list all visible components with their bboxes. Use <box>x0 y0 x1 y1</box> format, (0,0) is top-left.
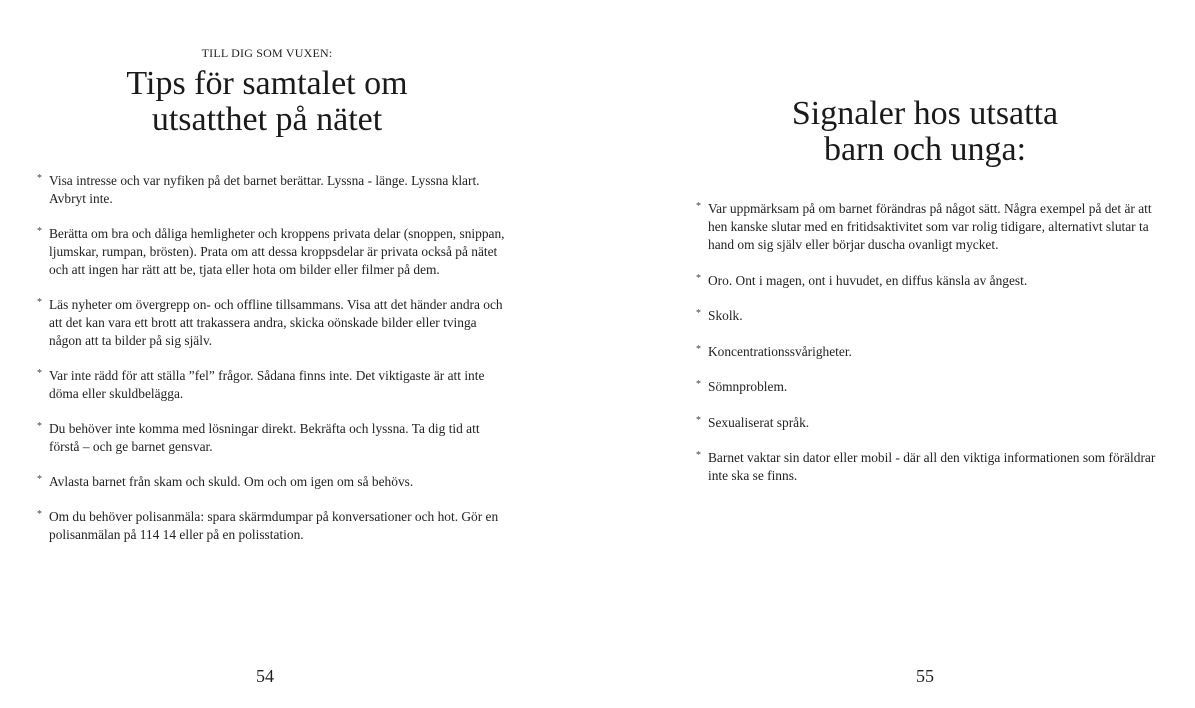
left-page-title <box>0 66 534 138</box>
bullet-star: * <box>696 343 701 355</box>
signal-text: Sexualiserat språk. <box>708 414 810 430</box>
signal-text: Skolk. <box>708 308 743 323</box>
signal-item <box>696 200 1156 254</box>
tip-item <box>37 296 507 350</box>
section-kicker: TILL DIG SOM VUXEN: <box>201 46 333 60</box>
signal-item <box>696 343 1156 361</box>
bullet-star: * <box>37 368 42 379</box>
signal-text: Var uppmärksam på om barnet förändras på något sätt. Några exempel på det är att hen kanske slutar med en fritidsaktivitet som var rolig tidigare, alternativt slutar ta hand om sig själv eller börjar duscha ovanligt mycket. <box>708 201 1152 252</box>
tip-text: Du behöver inte komma med lösningar direkt. Bekräfta och lyssna. Ta dig tid att förstå – och ge barnet gensvar. <box>49 421 480 454</box>
page-number: 55 <box>916 666 934 686</box>
tip-item <box>37 367 507 403</box>
right-page <box>597 0 1195 708</box>
bullet-star: * <box>37 226 42 237</box>
bullet-star: * <box>37 474 42 485</box>
bullet-star: * <box>696 201 701 212</box>
tip-item <box>37 508 507 544</box>
tip-text: Berätta om bra och dåliga hemligheter och kroppens privata delar (snoppen, snippan, ljumskar, rumpan, brösten). Prata om att dessa kroppsdelar är privata också på nätet och att ingen har rätt att be, tjata eller hota om bilder eller filmer på dem. <box>49 226 505 277</box>
tip-item <box>37 225 507 279</box>
signal-text: Sömnproblem. <box>708 379 788 394</box>
tip-item <box>37 172 507 208</box>
bullet-star: * <box>37 297 42 308</box>
bullet-star: * <box>696 272 701 284</box>
tips-list <box>37 172 507 561</box>
left-title-line: Tips för samtalet om <box>126 65 408 102</box>
signal-text: Barnet vaktar sin dator eller mobil - där all den viktiga informationen som föräldrar inte ska se finns. <box>708 450 1156 483</box>
signal-text: Oro. Ont i magen, ont i huvudet, en diffus känsla av ångest. <box>708 272 1028 288</box>
signal-item <box>696 414 1156 432</box>
bullet-star: * <box>696 308 701 319</box>
bullet-star: * <box>37 173 42 184</box>
left-title-line: utsatthet på nätet <box>151 101 383 138</box>
tip-text: Om du behöver polisanmäla: spara skärmdumpar på konversationer och hot. Gör en polisanmälan på 114 14 eller på en polisstation. <box>49 509 499 542</box>
right-page-title <box>597 96 1195 168</box>
left-page <box>0 0 597 708</box>
signal-item <box>696 307 1156 325</box>
bullet-star: * <box>696 450 701 461</box>
signal-item <box>696 272 1156 290</box>
tip-text: Avlasta barnet från skam och skuld. Om och om igen om så behövs. <box>49 474 414 489</box>
right-title-line: barn och unga: <box>823 131 1027 168</box>
signal-text: Koncentrationssvårigheter. <box>708 343 852 359</box>
signal-item <box>696 378 1156 396</box>
tip-text: Visa intresse och var nyfiken på det barnet berättar. Lyssna - länge. Lyssna klart. Avbryt inte. <box>49 173 480 206</box>
signal-item <box>696 449 1156 485</box>
page-number: 54 <box>256 666 274 686</box>
tip-text: Var inte rädd för att ställa ”fel” frågor. Sådana finns inte. Det viktigaste är att inte döma eller skuldbelägga. <box>49 368 485 401</box>
tip-item <box>37 420 507 456</box>
bullet-star: * <box>696 414 701 426</box>
bullet-star: * <box>37 421 42 432</box>
bullet-star: * <box>37 509 42 520</box>
tip-item <box>37 473 507 491</box>
right-title-line: Signaler hos utsatta <box>791 95 1059 132</box>
bullet-star: * <box>696 379 701 390</box>
tip-text: Läs nyheter om övergrepp on- och offline tillsammans. Visa att det händer andra och att det kan vara ett brott att trakassera andra, skicka oönskade bilder eller tvinga någon att ta bilder på sig själv. <box>49 297 503 348</box>
signals-list <box>696 200 1156 503</box>
